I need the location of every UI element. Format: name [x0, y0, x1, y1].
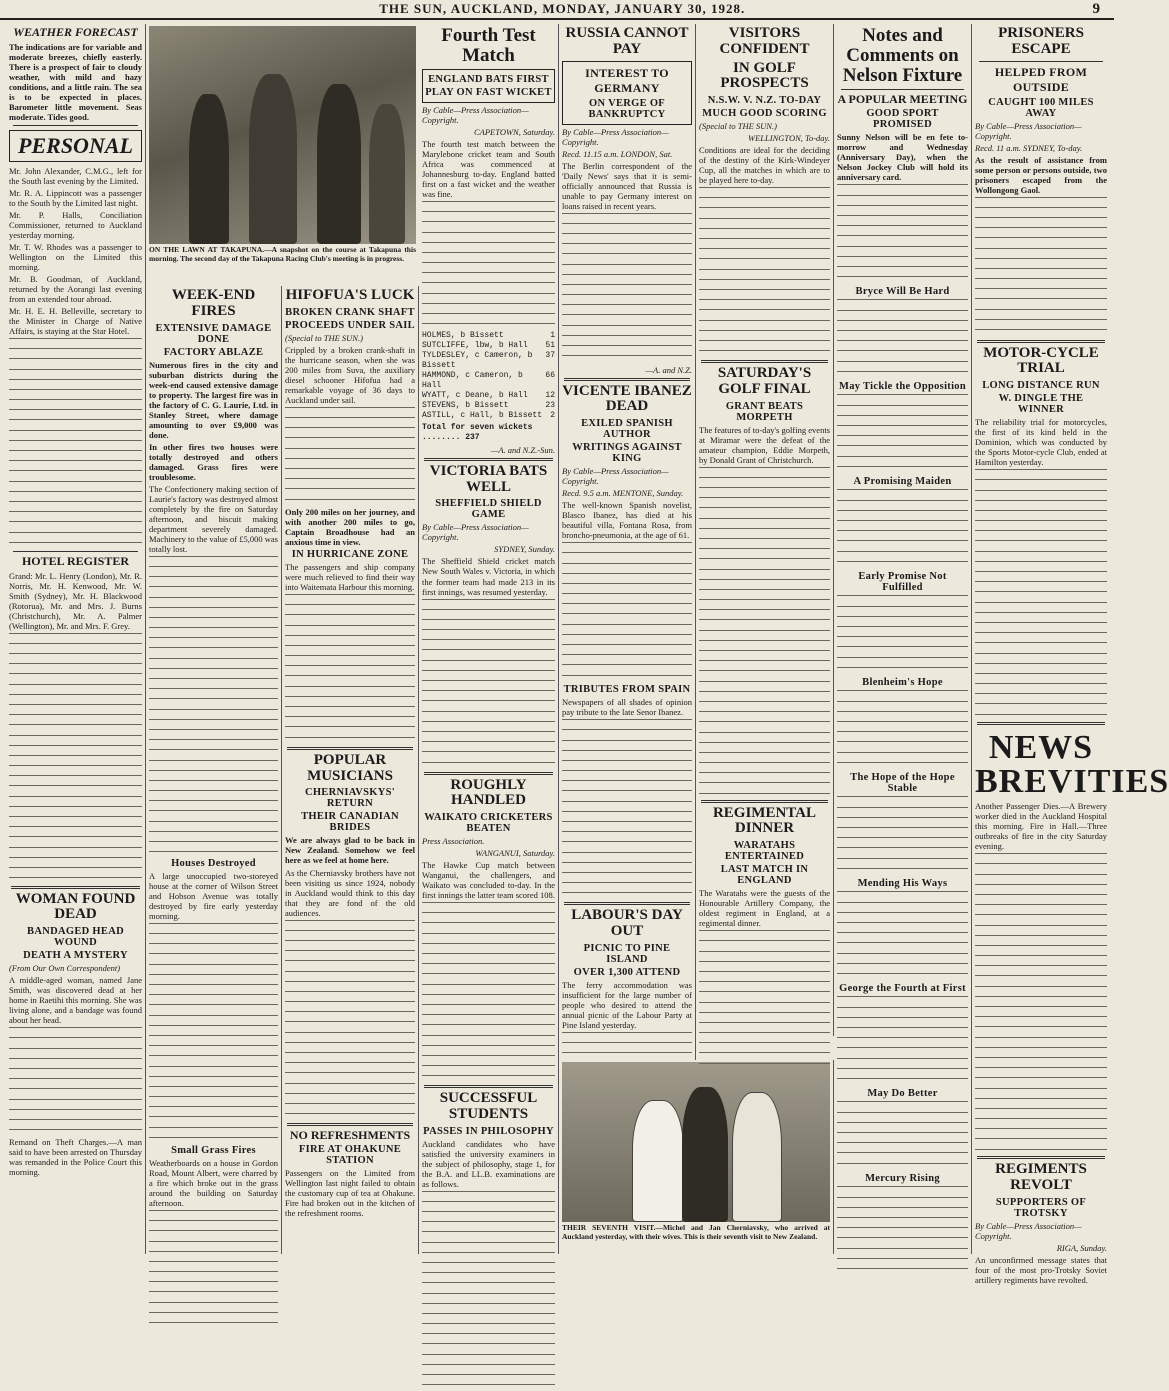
students-heading: SUCCESSFUL STUDENTS	[439, 1090, 538, 1122]
hurricane-continued-text	[285, 594, 415, 744]
notes-sub-i: May Do Better	[867, 1088, 938, 1100]
roughly-place: WANGANUI, Saturday.	[475, 848, 555, 859]
batsman-runs: 66	[545, 370, 555, 380]
russia-place: Recd. 11.15 a.m. LONDON, Sat.	[562, 148, 673, 159]
houses-text: A large unoccupied two-storeyed house at the corner of Wilson Street and Hobson Avenue was totally destroyed by fire early yesterday morning.	[149, 870, 278, 921]
batsman-runs: 1	[550, 330, 555, 340]
scorecard-row	[422, 411, 555, 421]
hifofua-continued-text	[285, 407, 415, 507]
musicians-sub1: CHERNIAVSKYS' RETURN	[304, 787, 396, 810]
tributes-text: Newspapers of all shades of opinion pay tribute to the late Senor Ibanez.	[562, 697, 692, 718]
norefresh-sub: FIRE AT OHAKUNE STATION	[298, 1144, 402, 1167]
hotel-continued-text	[9, 633, 142, 883]
test-match-continued-text	[422, 201, 555, 331]
test-match-sub1: ENGLAND BATS FIRST	[428, 73, 549, 85]
test-match-text: The fourth test match between the Marylebone cricket team and South Africa was commenced at Johannesburg to-day. England batted first on a fast wicket and the weather was fine.	[422, 138, 555, 199]
test-match-place: CAPETOWN, Saturday.	[474, 126, 555, 137]
labour-heading: LABOUR'S DAY OUT	[571, 907, 683, 939]
notes-sub-g: Mending His Ways	[857, 878, 948, 890]
scorecard-row	[422, 371, 555, 391]
batsman-name: WYATT, c Deane, b Hall	[422, 390, 528, 400]
test-match-sub2: PLAY ON FAST WICKET	[425, 86, 552, 98]
hifofua-sub1: BROKEN CRANK SHAFT	[285, 306, 415, 318]
victoria-heading: VICTORIA BATS WELL	[429, 462, 548, 495]
scorecard-row	[422, 391, 555, 401]
visit-figure-2	[682, 1087, 728, 1222]
golf-heading-2: IN GOLF PROSPECTS	[720, 59, 809, 92]
notes-sub-a: Bryce Will Be Hard	[855, 286, 950, 298]
musicians-quote: We are always glad to be back in New Zealand. Somehow we feel here as we feel at home here.	[285, 835, 415, 866]
hotel-register-heading: HOTEL REGISTER	[21, 553, 130, 568]
visit-figure-3	[732, 1092, 782, 1222]
victoria-sub: SHEFFIELD SHIELD GAME	[435, 498, 542, 521]
test-match-dateline: By Cable—Press Association—Copyright.	[422, 104, 529, 125]
russia-sub1: INTEREST TO GERMANY	[585, 65, 669, 95]
roughly-sub: WAIKATO CRICKETERS BEATEN	[424, 812, 553, 835]
grass-heading: Small Grass Fires	[171, 1144, 256, 1156]
golf-text: Conditions are ideal for the deciding of the destiny of the Kirk-Windeyer Cup, all the matches in which are to be played here to-day.	[699, 145, 830, 186]
batsman-name: HAMMOND, c Cameron, b Hall	[422, 370, 523, 390]
woman-found-heading: WOMAN FOUND DEAD	[15, 890, 136, 923]
personal-continued-text	[9, 338, 142, 548]
victoria-text: The Sheffield Shield cricket match New South Wales v. Victoria, in which the former team had made 213 in its first innings, was resumed yesterday.	[422, 556, 555, 597]
motorcycle-sub2: W. DINGLE THE WINNER	[998, 393, 1084, 416]
houses-continued-text	[149, 923, 278, 1143]
notes-text: Sunny Nelson will be en fete to-morrow and Wednesday (Anniversary Day), when the Nelson Jockey Club will hold its anniversary card.	[837, 132, 968, 183]
column-2	[146, 286, 282, 1254]
notes-sub-f: The Hope of the Hope Stable	[850, 772, 955, 795]
escape-sub2: CAUGHT 100 MILES AWAY	[988, 96, 1094, 119]
batsman-runs: 2	[550, 410, 555, 420]
grass-text: Weatherboards on a house in Gordon Road, Mount Albert, were charred by a fire which broke out in the grass around the building on Saturday afternoon.	[149, 1157, 278, 1208]
brevities-heading: NEWS BREVITIES	[975, 729, 1169, 801]
regiments-heading: REGIMENTS REVOLT	[995, 1161, 1087, 1193]
regiments-place: RIGA, Sunday.	[1056, 1242, 1107, 1253]
saturday-golf-heading: SATURDAY'S GOLF FINAL	[717, 365, 812, 397]
visit-photo-block	[559, 1060, 834, 1254]
golf-dateline: (Special to THE SUN.)	[699, 121, 777, 131]
ibanez-dateline: By Cable—Press Association—Copyright.	[562, 466, 669, 487]
scorecard-row	[422, 341, 555, 351]
russia-sub2: ON VERGE OF BANKRUPTCY	[588, 97, 666, 120]
motorcycle-continued-text	[975, 469, 1107, 719]
batsman-name: SUTCLIFFE, lbw, b Hall	[422, 340, 528, 350]
victoria-dateline: By Cable—Press Association—Copyright.	[422, 522, 529, 543]
escape-dateline: By Cable—Press Association—Copyright.	[975, 120, 1082, 141]
russia-heading: RUSSIA CANNOT PAY	[565, 25, 689, 57]
photo-figure-1	[189, 94, 229, 244]
russia-subbox	[562, 61, 692, 125]
woman-continued-text	[9, 1027, 142, 1137]
russia-text: The Berlin correspondent of the 'Daily News' says that it is semi-officially announced that Russia is unable to pay Germany interest on loans raised in recent years.	[562, 160, 692, 211]
fires-sub2: FACTORY ABLAZE	[163, 346, 264, 358]
escape-sub1: HELPED FROM OUTSIDE	[994, 64, 1088, 94]
ibanez-continued-text	[562, 542, 692, 682]
russia-continued-text	[562, 213, 692, 363]
personal-item: Mr. H. E. H. Belleville, secretary to the Minister in Charge of Native Affairs, is staying at the Star Hotel.	[9, 305, 142, 336]
remand-text: Remand on Theft Charges.—A man said to have been arrested on Thursday was remanded in the Police Court this morning.	[9, 1137, 142, 1178]
photo-figure-4	[369, 104, 405, 244]
regiments-sub: SUPPORTERS OF TROTSKY	[995, 1196, 1087, 1219]
batsman-name: TYLDESLEY, c Cameron, b Bissett	[422, 350, 533, 370]
masthead	[0, 0, 1114, 20]
batsman-runs: 23	[545, 400, 555, 410]
hurricane-text: The passengers and ship company were much relieved to find their way into Waitemata Harbour this morning.	[285, 561, 415, 592]
fires-lead2: In other fires two houses were totally destroyed and others damaged. Grass fires were troublesome.	[149, 441, 278, 482]
column-3	[282, 286, 419, 1254]
personal-item: Mr. R. A. Lippincott was a passenger to the South by the Limited last night.	[9, 187, 142, 208]
brevities-continued-text	[975, 853, 1107, 1153]
escape-continued-text	[975, 197, 1107, 337]
fires-lead: Numerous fires in the city and suburban districts during the week-end caused extensive damage to property. The largest fire was in the factory of C. G. Laurie, Ltd. in Stanley Street, where damage amounting to over £9,000 was done.	[149, 359, 278, 440]
hifofua-dateline: (Special to THE SUN.)	[285, 332, 363, 343]
woman-found-sub2: DEATH A MYSTERY	[23, 950, 128, 962]
notes-continued-7	[837, 796, 968, 876]
notes-sub-d: Early Promise Not Fulfilled	[858, 571, 947, 594]
personal-heading: PERSONAL	[9, 130, 142, 162]
roughly-dateline: Press Association.	[422, 836, 485, 847]
labour-sub1: PICNIC TO PINE ISLAND	[583, 942, 671, 965]
houses-heading: Houses Destroyed	[171, 857, 256, 869]
tributes-heading: TRIBUTES FROM SPAIN	[563, 684, 691, 696]
hifofua-text: Crippled by a broken crank-shaft in the hurricane season, when she was 200 miles from Suva, the auxiliary diesel schooner Hifofua had a remarkable voyage of 36 days to Auckland under sail.	[285, 344, 415, 405]
masthead-title: THE SUN, AUCKLAND, MONDAY, JANUARY 30, 1928.	[379, 1, 746, 16]
visit-photo-caption: THEIR SEVENTH VISIT.—Michel and Jan Cherniavsky, who arrived at Auckland yesterday, with their wives. This is their seventh visit to New Zealand.	[562, 1223, 830, 1241]
notes-continued-5	[837, 595, 968, 675]
motorcycle-heading: MOTOR-CYCLE TRIAL	[983, 344, 1099, 377]
fires-body: The Confectionery making section of Laurie's factory was destroyed almost completely by the fire on Saturday afternoon, and biscuit making department severely damaged. Machinery to the value of £5,000 was totally lost.	[149, 483, 278, 554]
regiments-dateline: By Cable—Press Association—Copyright.	[975, 1220, 1082, 1241]
personal-item: Mr. T. W. Rhodes was a passenger to Wellington on the Limited this morning.	[9, 241, 142, 272]
notes-continued-4	[837, 489, 968, 569]
scorecard	[422, 331, 555, 421]
notes-continued-3	[837, 394, 968, 474]
personal-list	[9, 166, 142, 336]
notes-continued-1	[837, 184, 968, 284]
golf-heading: VISITORS CONFIDENT	[719, 25, 810, 57]
notes-continued-11	[837, 1186, 968, 1276]
ibanez-place: Recd. 9.5 a.m. MENTONE, Sunday.	[562, 488, 684, 499]
musicians-text: As the Cherniavsky brothers have not been visiting us since 1924, nobody in Auckland would think to this day that they are fond of the old audiences.	[285, 867, 415, 918]
hifofua-sub2: PROCEEDS UNDER SAIL	[285, 319, 415, 331]
woman-found-dateline: (From Our Own Correspondent)	[9, 963, 121, 974]
test-match-heading: Fourth Test Match	[441, 25, 536, 66]
tributes-continued-text	[562, 719, 692, 899]
column-4	[419, 24, 559, 1254]
personal-item: Mr. P. Halls, Conciliation Commissioner, returned to Auckland yesterday morning.	[9, 209, 142, 240]
visit-figure-1	[632, 1100, 684, 1222]
notes-continued-2	[837, 299, 968, 379]
roughly-heading: ROUGHLY HANDLED	[450, 776, 527, 809]
column-8	[972, 24, 1169, 1285]
victoria-place: SYDNEY, Sunday.	[494, 544, 555, 555]
hifofua-heading: HIFOFUA'S LUCK	[285, 287, 415, 303]
notes-sub-b: May Tickle the Opposition	[838, 381, 966, 393]
motorcycle-sub1: LONG DISTANCE RUN	[982, 380, 1100, 392]
labour-sub2: OVER 1,300 ATTEND	[573, 966, 681, 978]
victoria-continued-text	[422, 599, 555, 769]
test-match-subbox	[422, 69, 555, 103]
fires-sub1: EXTENSIVE DAMAGE DONE	[155, 322, 272, 345]
fires-continued-text	[149, 556, 278, 856]
notes-sub-c: A Promising Maiden	[853, 476, 952, 488]
motorcycle-text: The reliability trial for motorcycles, the first of its kind held in the Dominion, which was conducted by the Sports Motor-cycle Club, ended at Hamilton yesterday.	[975, 417, 1107, 468]
regimental-sub2: LAST MATCH IN ENGLAND	[720, 864, 809, 887]
scorecard-row	[422, 331, 555, 341]
batsman-name: ASTILL, c Hall, b Bissett	[422, 410, 543, 420]
brevities-text: Another Passenger Dies.—A Brewery worker died in the Auckland Hospital this morning. Fire in Hall.—Three outbreaks of fire in the city Saturday evening.	[975, 801, 1107, 852]
notes-sub1: A POPULAR MEETING	[837, 91, 968, 106]
scorecard-total: Total for seven wickets ........ 237	[422, 422, 533, 442]
visit-photo	[562, 1062, 830, 1222]
roughly-text: The Hawke Cup match between Wanganui, the challengers, and Waikato was concluded to-day. In the first innings the latter team scored 108.	[422, 860, 555, 901]
grass-continued-text	[149, 1210, 278, 1330]
column-1	[6, 24, 146, 1254]
batsman-runs: 51	[545, 340, 555, 350]
hotel-register-text: Grand: Mr. L. Henry (London), Mr. R. Norris, Mr. H. Kenwood, Mr. W. Smith (Sydney), Mr. H. Blackwood (Rotorua), Mr. and Mrs. J. Burns (Christchurch), Mr. A. Palmer (Wellington), Mr. and Mrs. F. Grey.	[9, 570, 142, 631]
saturday-golf-sub: GRANT BEATS MORPETH	[725, 400, 804, 423]
photo-figure-3	[317, 84, 361, 244]
fires-heading: WEEK-END FIRES	[171, 287, 256, 319]
notes-continued-10	[837, 1101, 968, 1171]
escape-text: As the result of assistance from some person or persons outside, two prisoners escaped from the Wollongong Gaol.	[975, 154, 1107, 195]
test-match-tail: —A. and N.Z.-Sun.	[490, 444, 555, 455]
personal-item: Mr. John Alexander, C.M.G., left for the South last evening by the Limited.	[9, 165, 142, 186]
column-7	[834, 24, 972, 1254]
ibanez-sub2: WRITINGS AGAINST KING	[572, 442, 682, 465]
golf-continued-text	[699, 187, 830, 357]
norefresh-text: Passengers on the Limited from Wellington last night failed to obtain the customary cup of tea at Ohakune. Fire had broken out in the kitchen of the refreshment rooms.	[285, 1168, 415, 1219]
regimental-sub1: WARATAHS ENTERTAINED	[724, 840, 805, 863]
ibanez-sub1: EXILED SPANISH AUTHOR	[581, 418, 673, 441]
musicians-heading: POPULAR MUSICIANS	[307, 751, 393, 784]
notes-sub-e: Blenheim's Hope	[862, 677, 943, 689]
batsman-name: HOLMES, b Bissett	[422, 330, 504, 340]
newspaper-page	[6, 24, 1169, 1285]
lawn-photo-caption: ON THE LAWN AT TAKAPUNA.—A snapshot on the course at Takapuna this morning. The second day of the Takapuna Racing Club's meeting is in progress.	[149, 245, 416, 263]
personal-item: Mr. B. Goodman, of Auckland, returned by the Aorangi last evening from an extended tour abroad.	[9, 273, 142, 304]
escape-heading: PRISONERS ESCAPE	[998, 25, 1084, 57]
students-sub: PASSES IN PHILOSOPHY	[423, 1125, 554, 1137]
ibanez-heading: VICENTE IBANEZ DEAD	[562, 382, 692, 415]
golf-sub1: N.S.W. V. N.Z. TO-DAY	[707, 95, 822, 106]
notes-heading: Notes and Comments on Nelson Fixture	[842, 25, 963, 86]
norefresh-heading: NO REFRESHMENTS	[289, 1127, 411, 1142]
hurricane-heading: IN HURRICANE ZONE	[291, 548, 409, 560]
batsman-runs: 12	[545, 390, 555, 400]
regimental-text: The Waratahs were the guests of the Honourable Artillery Company, the oldest regiment in England, at a regimental dinner.	[699, 888, 830, 929]
regiments-text: An unconfirmed message states that four of the most pro-Trotsky Soviet artillery regiments have revolted.	[975, 1254, 1107, 1285]
photo-figure-2	[249, 74, 297, 244]
notes-sub2: GOOD SPORT PROMISED	[866, 108, 939, 131]
column-6	[696, 24, 834, 1036]
musicians-continued-text	[285, 920, 415, 1120]
russia-dateline: By Cable—Press Association—Copyright.	[562, 126, 669, 147]
notes-sub-j: Mercury Rising	[865, 1173, 940, 1185]
roughly-continued-text	[422, 902, 555, 1082]
golf-sub2: MUCH GOOD SCORING	[702, 108, 827, 119]
saturday-golf-continued-text	[699, 467, 830, 797]
page-number: 9	[1092, 0, 1100, 17]
scorecard-row	[422, 401, 555, 411]
escape-place: Recd. 11 a.m. SYDNEY, To-day.	[975, 142, 1083, 153]
lawn-photo	[149, 26, 416, 244]
golf-place: WELLINGTON, To-day.	[748, 133, 830, 143]
notes-sub-h: George the Fourth at First	[839, 983, 966, 995]
weather-text: The indications are for variable and moderate breezes, chiefly easterly. There is a prospect of fair to cloudy weather, with mild and hazy conditions, and a little rain. The sea is to be expected in places. Barometer little movement. Seas moderate. Tides good.	[9, 41, 142, 122]
notes-continued-6	[837, 690, 968, 770]
regimental-heading: REGIMENTAL DINNER	[712, 804, 817, 837]
notes-continued-8	[837, 891, 968, 981]
regimental-continued-text	[699, 930, 830, 1070]
weather-heading: WEATHER FORECAST	[13, 25, 138, 39]
woman-found-sub1: BANDAGED HEAD WOUND	[27, 926, 124, 949]
students-text: Auckland candidates who have satisfied the university examiners in the subject of philosophy, stage 1, for the B.A. and LL.B. examinations are as follows.	[422, 1138, 555, 1189]
woman-found-text: A middle-aged woman, named Jane Smith, was discovered dead at her home in Raetihi this morning. She was living alone, and a bandage was found about her head.	[9, 975, 142, 1026]
labour-text: The ferry accommodation was insufficient for the large number of people who desired to attend the annual picnic of the Labour Party at Pine Island yesterday.	[562, 979, 692, 1030]
saturday-golf-text: The features of to-day's golfing events at Miramar were the defeat of the amateur champion, Eddie Morpeth, by Donald Grant of Christchurch.	[699, 424, 830, 465]
students-continued-text	[422, 1191, 555, 1391]
batsman-name: STEVENS, b Bissett	[422, 400, 509, 410]
hifofua-note: Only 200 miles on her journey, and with another 200 miles to go, Captain Broadhouse had an anxious time in view.	[285, 506, 415, 547]
ibanez-text: The well-known Spanish novelist, Blasco Ibanez, has died at his beautiful villa, Fontana Rosa, from broncho-pneumonia, at the age of 61.	[562, 500, 692, 541]
russia-tail: —A. and N.Z.	[645, 364, 692, 375]
scorecard-row	[422, 351, 555, 371]
notes-continued-9	[837, 996, 968, 1086]
batsman-runs: 37	[545, 350, 555, 360]
musicians-sub2: THEIR CANADIAN BRIDES	[301, 811, 399, 834]
